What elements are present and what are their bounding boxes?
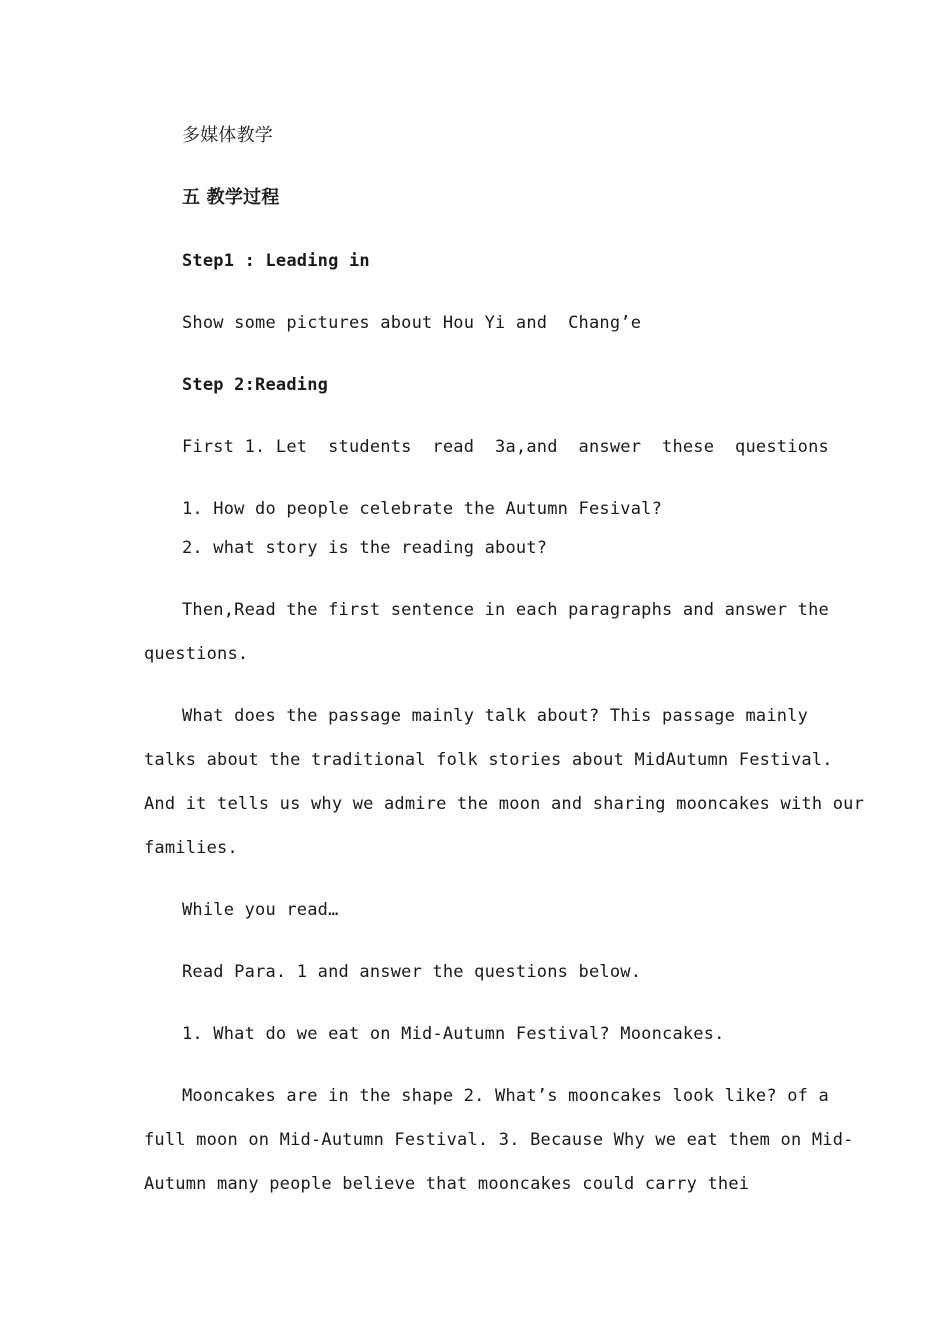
summary-paragraph-line: talks about the traditional folk stories about MidAutumn Festival. [144, 750, 833, 770]
summary-paragraph-line: What does the passage mainly talk about? This passage mainly [182, 706, 809, 726]
step1-text: Show some pictures about Hou Yi and Chang’e [182, 313, 642, 333]
question-item: 2. what story is the reading about? [182, 538, 548, 558]
while-read-label: While you read… [182, 900, 339, 920]
section-heading: 五 教学过程 [182, 187, 280, 208]
mooncake-paragraph-line: Mooncakes are in the shape 2. What’s mooncakes look like? of a [182, 1086, 829, 1106]
teaching-method-label: 多媒体教学 [182, 125, 273, 146]
summary-paragraph-line: And it tells us why we admire the moon and sharing mooncakes with our [144, 794, 865, 814]
summary-paragraph-line: families. [144, 838, 238, 858]
para1-question: 1. What do we eat on Mid-Autumn Festival? Mooncakes. [182, 1024, 725, 1044]
question-item: 1. How do people celebrate the Autumn Fesival? [182, 499, 663, 519]
mooncake-paragraph-line: full moon on Mid-Autumn Festival. 3. Because Why we eat them on Mid- [144, 1130, 854, 1150]
then-paragraph-line: Then,Read the first sentence in each paragraphs and answer the [182, 600, 829, 620]
para1-instruction: Read Para. 1 and answer the questions below. [182, 962, 642, 982]
then-paragraph-line: questions. [144, 644, 249, 664]
mooncake-paragraph-line: Autumn many people believe that mooncakes could carry thei [144, 1174, 750, 1194]
first-instruction: First 1. Let students read 3a,and answer these questions [182, 437, 829, 457]
step2-heading: Step 2:Reading [182, 375, 329, 395]
step1-heading: Step1 : Leading in [182, 251, 370, 271]
